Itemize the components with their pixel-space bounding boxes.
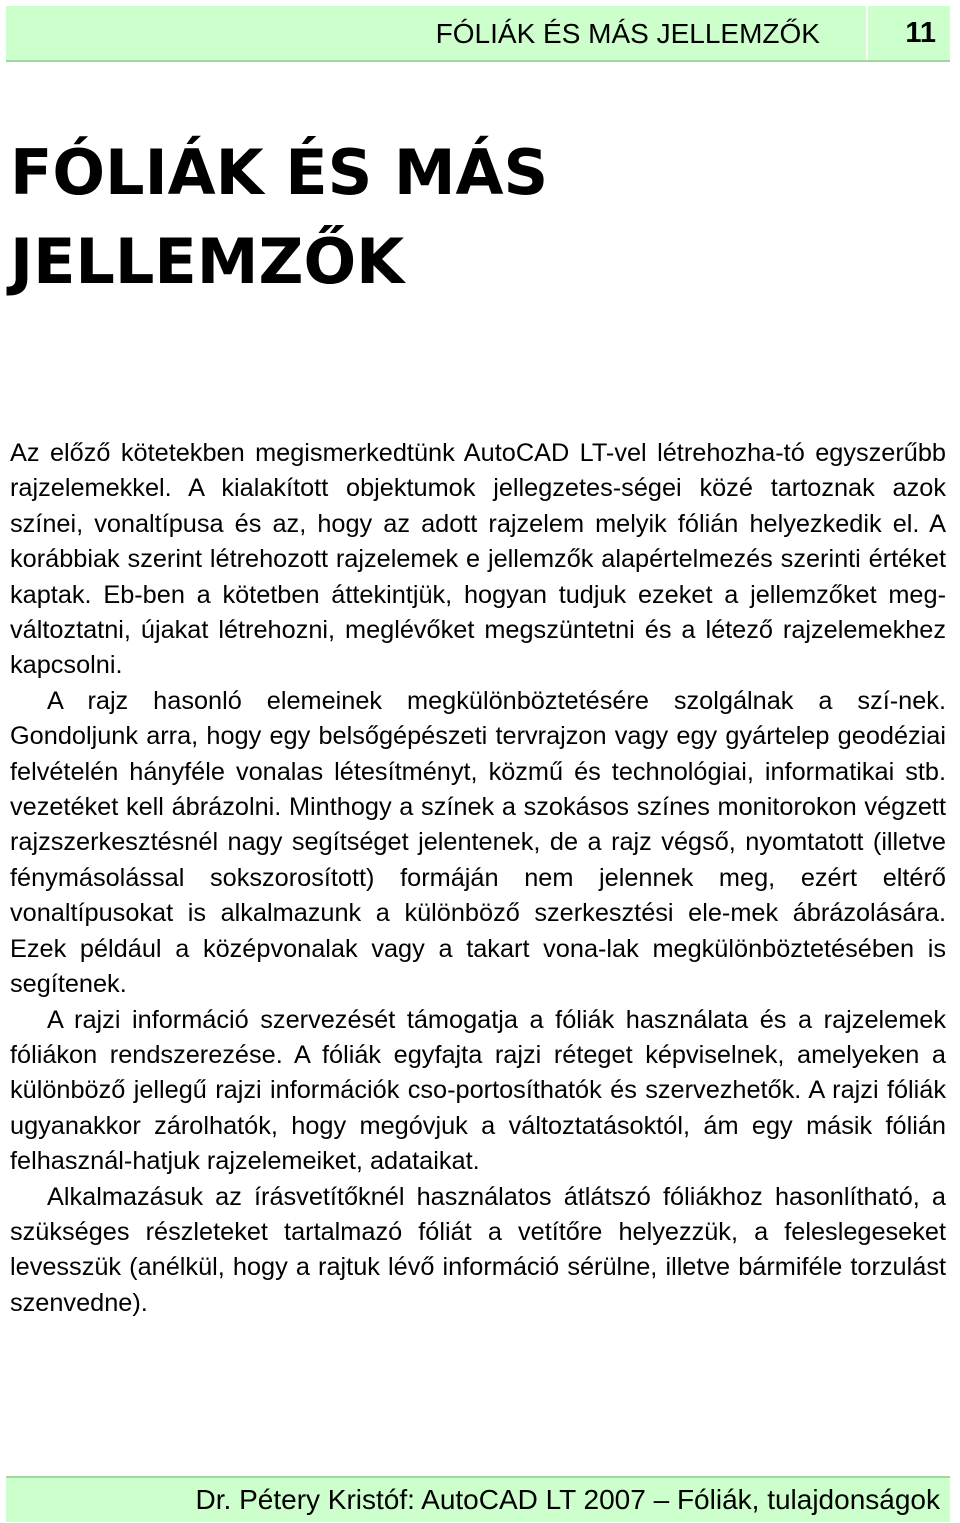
running-footer [6,1476,950,1522]
paragraph-3: A rajzi információ szervezését támogatja a fóliák használata és a rajzelemek fóliákon rendszerezése. A fóliák egyfajta rajzi réteget képviselnek, amelyeken a különböző jellegű rajzi információk cso-portosíthatók és szervezhetők. A rajzi fóliák ugyanakkor zárolhatók, hogy megóvjuk a változtatásoktól, ám egy másik fólián felhasznál-hatjuk rajzelemeiket, adataikat. [10,1005,946,1176]
body-text [10,436,946,1321]
header-divider [866,6,868,60]
footer-text: Dr. Pétery Kristóf: AutoCAD LT 2007 – Fóliák, tulajdonságok [195,1484,940,1515]
chapter-title-line-1: FÓLIÁK ÉS MÁS [10,136,549,209]
paragraph-1: Az előző kötetekben megismerkedtünk AutoCAD LT-vel létrehozha-tó egyszerűbb rajzelemekkel. A kialakított objektumok jellegzetes-ségei közé tartoznak azok színei, vonaltípusa és az, hogy az adott rajzelem melyik fólián helyezkedik el. A korábbiak szerint létrehozott rajzelemek e jellemzők alapértelmezés szerinti értéket kaptak. Eb-ben a kötetben áttekintjük, hogyan tudjuk ezeket a jellemzőket meg-változtatni, újakat létrehozni, meglévőket megszüntetni és a létező rajzelemekhez kapcsolni. [10,439,946,680]
paragraph-4: Alkalmazásuk az írásvetítőknél használatos átlátszó fóliákhoz hasonlítható, a szükséges részleteket tartalmazó fóliát a vetítőre helyezzük, a feleslegeseket levesszük (anélkül, hogy a rajtuk lévő információ sérülne, illetve bármiféle torzulást szenvedne). [10,1182,946,1317]
page-number: 11 [905,17,936,49]
running-header-title: FÓLIÁK ÉS MÁS JELLEMZŐK [435,18,820,49]
chapter-title-line-2: JELLEMZŐK [10,225,405,298]
chapter-title [10,128,910,306]
running-header [6,6,950,62]
paragraph-2: A rajz hasonló elemeinek megkülönböztetésére szolgálnak a szí-nek. Gondoljunk arra, hogy egy belsőgépészeti tervrajzon vagy egy gyártelep geodéziai felvételén hányféle vonalas létesítményt, közmű és technológiai, informatikai stb. vezetéket kell ábrázolni. Minthogy a színek a szokásos színes monitorokon végzett rajzszerkesztésnél nagy segítséget jelentenek, de a rajz végső, nyomtatott (illetve fénymásolással sokszorosított) formáján nem jelennek meg, ezért eltérő vonaltípusokat is alkalmazunk a különböző szerkesztési ele-mek ábrázolására. Ezek például a középvonalak vagy a takart vona-lak megkülönböztetésében is segítenek. [10,686,946,999]
